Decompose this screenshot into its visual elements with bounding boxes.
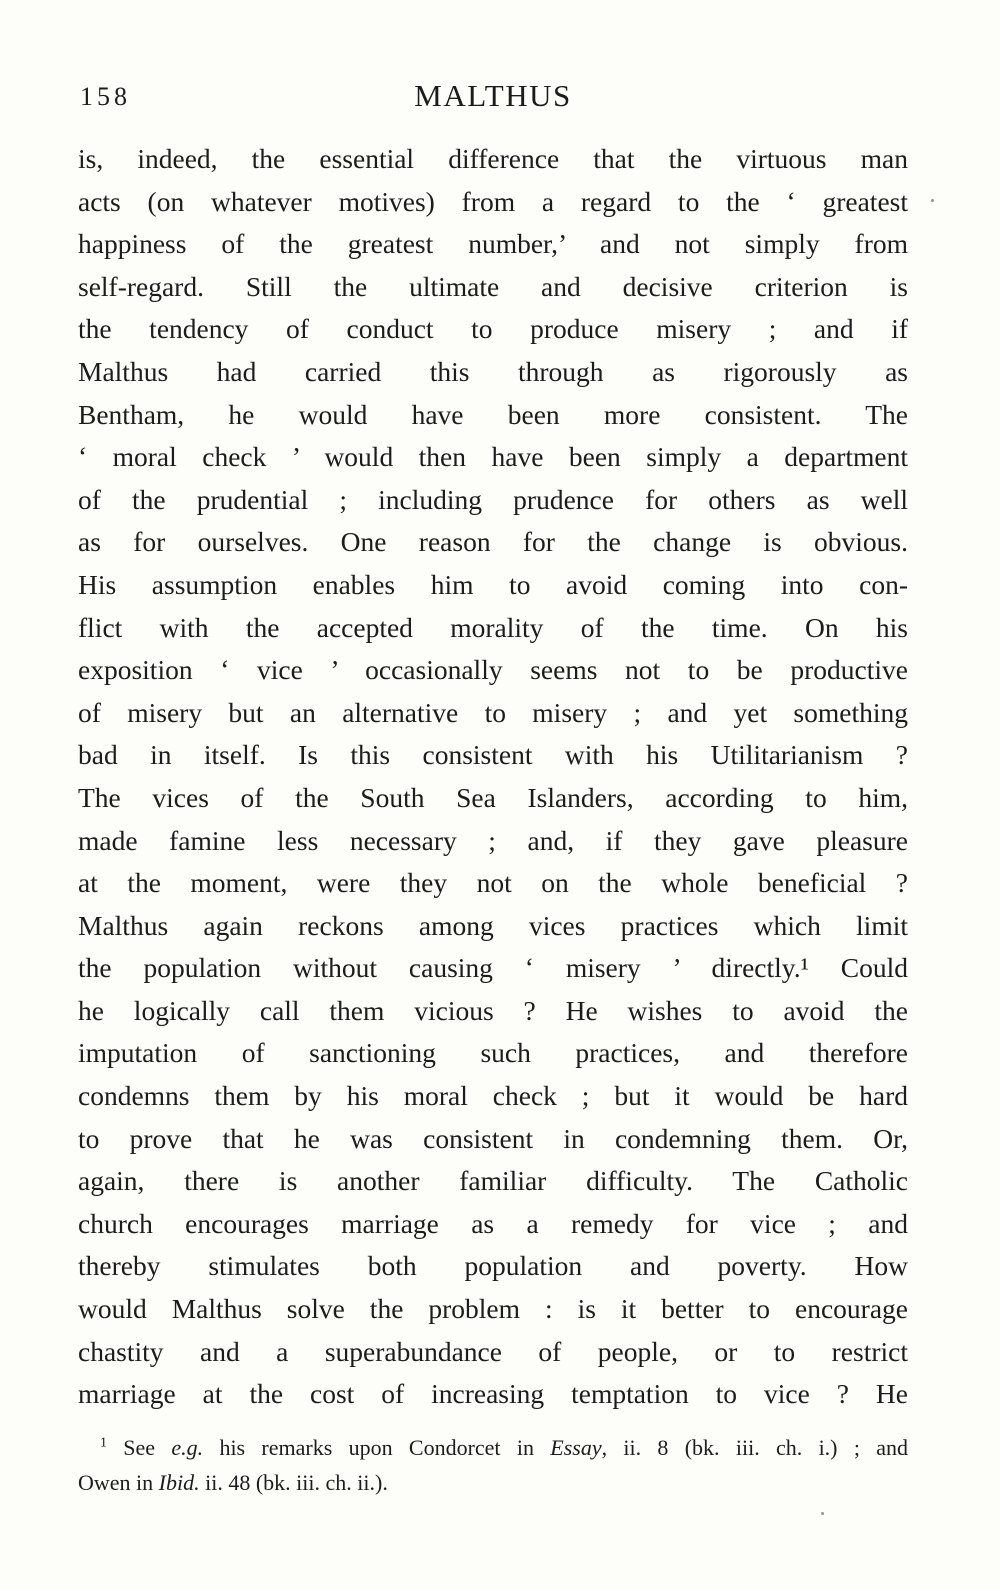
body-line: to prove that he was consistent in condemning them. Or, xyxy=(78,1122,908,1154)
page-content xyxy=(78,78,908,1500)
body-line: imputation of sanctioning such practices, and therefore xyxy=(78,1037,908,1069)
body-line: the population without causing ‘ misery ’ directly.¹ Could xyxy=(78,952,908,984)
body-line: flict with the accepted morality of the time. On his xyxy=(78,611,908,643)
page-header xyxy=(78,78,908,114)
footnote xyxy=(78,1430,908,1500)
footnote-text: ii. 48 (bk. iii. ch. ii.). xyxy=(199,1469,388,1495)
body-line: the tendency of conduct to produce misery ; and if xyxy=(78,313,908,345)
body-line: acts (on whatever motives) from a regard to the ‘ greatest xyxy=(78,185,908,217)
footnote-text: Owen in xyxy=(78,1469,159,1495)
footnote-line xyxy=(78,1465,908,1500)
body-line: condemns them by his moral check ; but it would be hard xyxy=(78,1080,908,1112)
body-line: Malthus again reckons among vices practices which limit xyxy=(78,909,908,941)
body-line: Bentham, he would have been more consistent. The xyxy=(78,398,908,430)
body-line: made famine less necessary ; and, if they gave pleasure xyxy=(78,824,908,856)
body-line: of the prudential ; including prudence for others as well xyxy=(78,483,908,515)
scan-speck xyxy=(931,199,934,202)
footnote-text: his remarks upon Condorcet in xyxy=(203,1434,551,1460)
footnote-text-italic: e.g. xyxy=(171,1434,204,1460)
body-line: Malthus had carried this through as rigorously as xyxy=(78,355,908,387)
body-text xyxy=(78,138,908,1416)
body-line: he logically call them vicious ? He wishes to avoid the xyxy=(78,994,908,1026)
body-line: self-regard. Still the ultimate and decisive criterion is xyxy=(78,270,908,302)
body-line: thereby stimulates both population and poverty. How xyxy=(78,1250,908,1282)
body-line: at the moment, were they not on the whole beneficial ? xyxy=(78,867,908,899)
running-head-title: MALTHUS xyxy=(414,78,572,113)
body-line: marriage at the cost of increasing temptation to vice ? He xyxy=(78,1378,908,1410)
footnote-marker: 1 xyxy=(100,1435,107,1451)
body-line: ‘ moral check ’ would then have been simply a department xyxy=(78,441,908,473)
body-line: chastity and a superabundance of people, or to restrict xyxy=(78,1335,908,1367)
body-line: as for ourselves. One reason for the change is obvious. xyxy=(78,526,908,558)
body-line: church encourages marriage as a remedy for vice ; and xyxy=(78,1207,908,1239)
body-line: would Malthus solve the problem : is it better to encourage xyxy=(78,1293,908,1325)
body-line: happiness of the greatest number,’ and not simply from xyxy=(78,228,908,260)
footnote-text: See xyxy=(107,1434,172,1460)
body-line: exposition ‘ vice ’ occasionally seems not to be productive xyxy=(78,654,908,686)
footnote-text-italic: Ibid. xyxy=(158,1469,200,1495)
scan-speck xyxy=(821,1512,824,1515)
footnote-text: , ii. 8 (bk. iii. ch. i.) ; and xyxy=(601,1434,908,1460)
footnote-text-italic: Essay xyxy=(550,1434,602,1460)
footnote-line xyxy=(78,1430,908,1465)
body-line: again, there is another familiar difficulty. The Catholic xyxy=(78,1165,908,1197)
body-line: bad in itself. Is this consistent with his Utilitarianism ? xyxy=(78,739,908,771)
body-line: His assumption enables him to avoid coming into con- xyxy=(78,568,908,600)
page-number: 158 xyxy=(80,82,131,111)
body-line: is, indeed, the essential difference that the virtuous man xyxy=(78,143,908,174)
body-line: of misery but an alternative to misery ; and yet something xyxy=(78,696,908,728)
body-line: The vices of the South Sea Islanders, according to him, xyxy=(78,781,908,813)
